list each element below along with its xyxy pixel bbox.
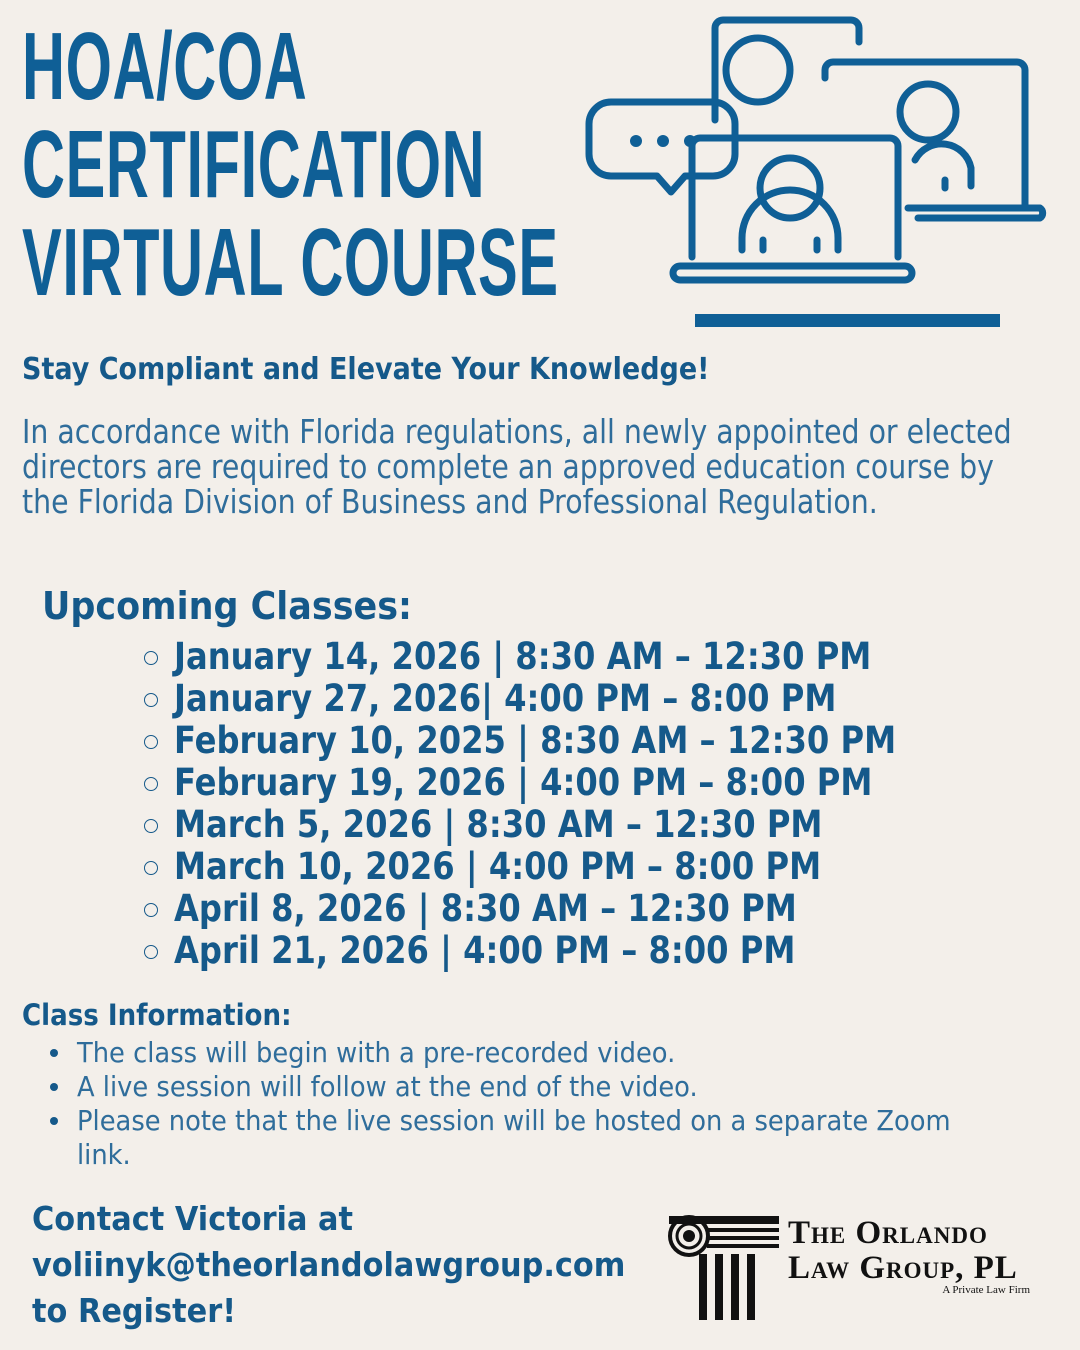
class-date: April 8, 2026 | 8:30 AM – 12:30 PM [174, 887, 797, 930]
bullet-ring-icon [144, 693, 158, 707]
class-info-heading: Class Information: [22, 998, 292, 1032]
course-title [22, 13, 559, 316]
class-date: January 27, 2026| 4:00 PM – 8:00 PM [174, 677, 837, 720]
class-date: January 14, 2026 | 8:30 AM – 12:30 PM [174, 635, 872, 678]
contact-line-1: Contact Victoria at [32, 1199, 354, 1238]
firm-name [788, 1216, 1030, 1296]
bullet-ring-icon [144, 861, 158, 875]
bullet-ring-icon [144, 651, 158, 665]
tagline: Stay Compliant and Elevate Your Knowledge! [22, 352, 710, 387]
bullet-ring-icon [144, 735, 158, 749]
bullet-ring-icon [144, 819, 158, 833]
bullet-ring-icon [144, 945, 158, 959]
intro-paragraph: In accordance with Florida regulations, all newly appointed or elected directors are required to complete an approved education course by the Florida Division of Business and Professional Regulation. [22, 412, 1012, 521]
firm-name-line-2: Law Group, PL [788, 1250, 1018, 1286]
bullet-dot-icon [50, 1083, 58, 1091]
upcoming-classes-heading: Upcoming Classes: [42, 584, 413, 628]
info-text: A live session will follow at the end of the video. [77, 1070, 698, 1103]
bullet-ring-icon [144, 777, 158, 791]
info-item [50, 1104, 1080, 1172]
upcoming-classes-list [140, 636, 1004, 972]
contact-email-link[interactable]: voliinyk@theorlandolawgroup.com [32, 1245, 626, 1284]
firm-tagline: A Private Law Firm [942, 1284, 1030, 1296]
firm-name-line-1: The Orlando [788, 1215, 988, 1251]
bullet-dot-icon [50, 1117, 58, 1125]
class-date: February 19, 2026 | 4:00 PM – 8:00 PM [174, 761, 873, 804]
class-item [140, 720, 1004, 762]
title-line-3: VIRTUAL COURSE [22, 209, 559, 316]
info-text: The class will begin with a pre-recorded video. [77, 1036, 676, 1069]
virtual-meeting-laptops-icon [585, 12, 1055, 337]
info-item [50, 1070, 1080, 1104]
class-item [140, 762, 1004, 804]
class-date: March 5, 2026 | 8:30 AM – 12:30 PM [174, 803, 823, 846]
bullet-dot-icon [50, 1049, 58, 1057]
title-line-1: HOA/COA [22, 13, 308, 120]
class-item [140, 888, 1004, 930]
class-date: March 10, 2026 | 4:00 PM – 8:00 PM [174, 845, 822, 888]
info-item [50, 1036, 1080, 1070]
class-item [140, 930, 1004, 972]
title-line-2: CERTIFICATION [22, 111, 486, 218]
class-item [140, 636, 1004, 678]
class-date: April 21, 2026 | 4:00 PM – 8:00 PM [174, 929, 796, 972]
class-item [140, 804, 1004, 846]
bullet-ring-icon [144, 903, 158, 917]
class-date: February 10, 2025 | 8:30 AM – 12:30 PM [174, 719, 897, 762]
class-item [140, 846, 1004, 888]
contact-block [32, 1196, 625, 1334]
contact-line-3: to Register! [32, 1291, 237, 1330]
class-item [140, 678, 1004, 720]
info-text: Please note that the live session will be hosted on a separate Zoom link. [77, 1104, 951, 1171]
class-info-list [50, 1036, 1080, 1172]
